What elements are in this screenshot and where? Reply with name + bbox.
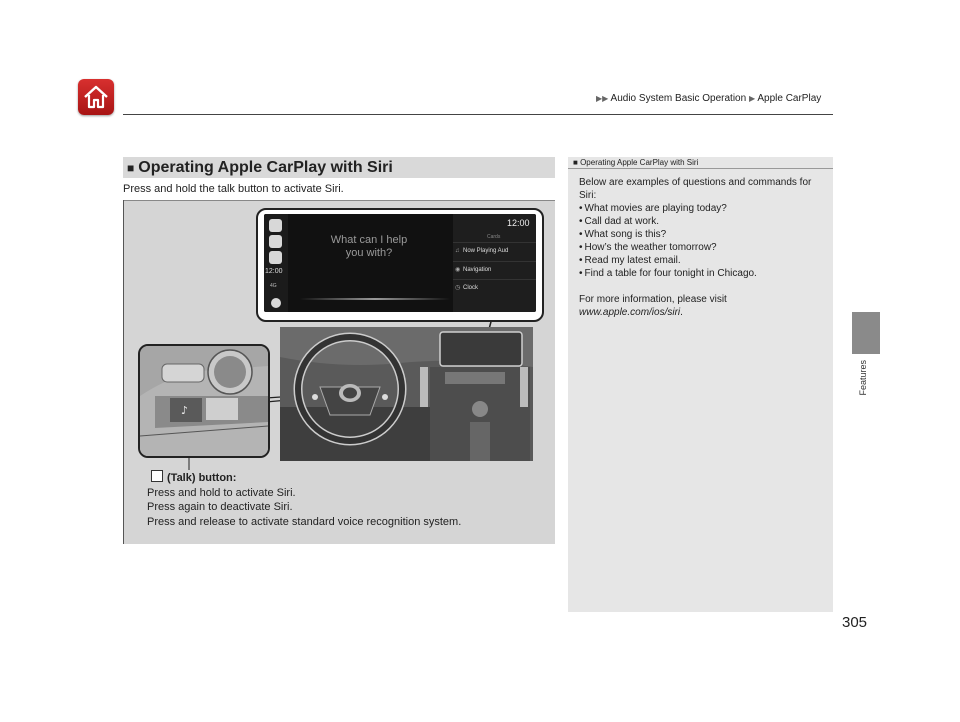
card-navigation[interactable]: ◉ Navigation	[455, 267, 492, 273]
side-tab-label: Features	[858, 360, 868, 396]
panel-divider	[453, 261, 536, 262]
double-triangle-icon: ▶▶	[596, 94, 609, 103]
talk-button-caption	[147, 470, 462, 529]
more-info-text: For more information, please visit	[579, 294, 727, 305]
intro-text: Press and hold the talk button to activate Siri.	[123, 183, 344, 195]
music-icon[interactable]	[269, 251, 282, 264]
breadcrumb-item-carplay[interactable]: Apple CarPlay	[757, 93, 822, 104]
talk-button-icon	[151, 470, 163, 482]
siri-examples-list	[579, 202, 827, 280]
link-suffix: .	[680, 307, 683, 318]
panel-divider	[453, 242, 536, 243]
carplay-screen	[264, 214, 536, 312]
panel-clock: 12:00	[507, 218, 530, 228]
list-item: • Call dad at work.	[579, 215, 827, 228]
breadcrumb-item-audio[interactable]: Audio System Basic Operation	[610, 93, 747, 104]
caption-line: Press and release to activate standard voice recognition system.	[147, 515, 462, 528]
list-item: • Read my latest email.	[579, 254, 827, 267]
dock-time: 12:00	[265, 268, 283, 275]
black-square-icon: ■	[573, 158, 578, 167]
home-circle-icon[interactable]	[271, 298, 281, 308]
list-item: • What movies are playing today?	[579, 202, 827, 215]
navigation-icon: ◉	[455, 267, 461, 273]
black-square-icon: ■	[127, 160, 135, 175]
siri-waveform	[300, 298, 450, 300]
notes-rule	[568, 168, 833, 169]
page-number: 305	[842, 614, 868, 631]
talk-button-closeup	[138, 344, 270, 458]
clock-icon: ◷	[455, 285, 461, 291]
triangle-icon: ▶	[748, 94, 756, 103]
app-grid-icon[interactable]	[269, 219, 282, 232]
cards-label: Cards	[487, 234, 501, 240]
card-now-playing[interactable]: ♫ Now Playing Aud	[455, 248, 509, 254]
section-title: Operating Apple CarPlay with Siri	[138, 158, 393, 176]
list-item: • What song is this?	[579, 228, 827, 241]
siri-link[interactable]: www.apple.com/ios/siri	[579, 307, 681, 318]
card-clock[interactable]: ◷ Clock	[455, 285, 479, 291]
dock-network: 4G	[270, 283, 277, 289]
list-item: • Find a table for four tonight in Chicago.	[579, 267, 827, 280]
notes-body	[579, 176, 827, 319]
panel-divider	[453, 279, 536, 280]
notes-intro: Below are examples of questions and commands for Siri:	[579, 177, 812, 201]
maps-icon[interactable]	[269, 235, 282, 248]
carplay-dock	[264, 214, 288, 312]
dashboard-panel	[453, 214, 536, 312]
notes-heading: ■ Operating Apple CarPlay with Siri	[573, 158, 699, 167]
talk-button-title: (Talk) button:	[167, 472, 237, 484]
list-item: • How’s the weather tomorrow?	[579, 241, 827, 254]
caption-line: Press again to deactivate Siri.	[147, 501, 293, 513]
caption-line: Press and hold to activate Siri.	[147, 486, 296, 499]
svg-text:♪: ♪	[181, 404, 189, 417]
dashboard-illustration	[280, 327, 533, 461]
siri-prompt: What can I help you with?	[330, 234, 408, 259]
speaker-icon: ♫	[455, 248, 460, 254]
